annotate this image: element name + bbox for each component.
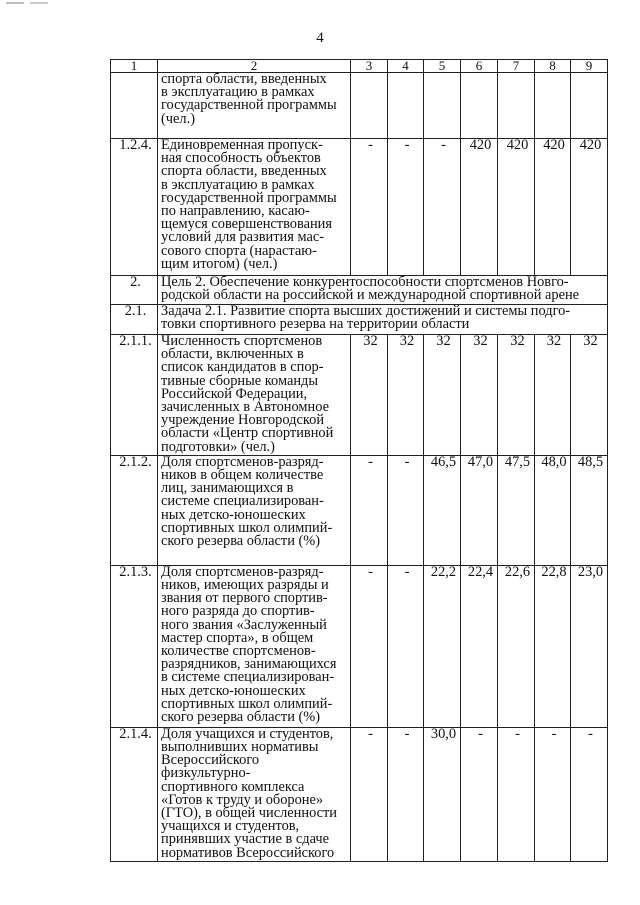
row-number-cell: 2.1.2.	[111, 455, 158, 565]
text-line: принявших участие в сдаче	[161, 831, 330, 848]
scan-artifact	[6, 2, 66, 4]
table-row	[111, 335, 608, 456]
value-cell: 22,6	[498, 565, 535, 727]
text-line: «Готов к труду и обороне»	[161, 791, 324, 808]
text-line: (ГТО), в общей численности	[161, 805, 337, 822]
text-line: сового спорта (нарастаю-	[161, 242, 317, 259]
value-cell: 32	[535, 335, 571, 456]
value-cell: -	[388, 727, 424, 861]
text-line: ных детско-юношеских	[161, 682, 306, 699]
header-cell: 8	[535, 60, 571, 73]
text-line: список кандидатов в спор-	[161, 359, 324, 376]
header-cell: 7	[498, 60, 535, 73]
row-number-cell: 2.1.3.	[111, 565, 158, 727]
value-cell: 420	[571, 139, 608, 276]
indicator-name-cell	[158, 139, 351, 276]
text-line: спорта области, введенных	[161, 71, 327, 87]
value-cell: 23,0	[571, 565, 608, 727]
text-line: ного разряда до спортив-	[161, 603, 315, 620]
text-line: тивные сборные команды	[161, 372, 319, 389]
value-cell: -	[498, 727, 535, 861]
header-cell: 6	[461, 60, 498, 73]
section-title-cell	[158, 305, 608, 335]
indicator-name-cell	[158, 565, 351, 727]
row-number-cell: 2.1.1.	[111, 335, 158, 456]
text-line: щемуся совершенствования	[161, 216, 333, 233]
text-line: разрядников, занимающихся	[161, 656, 337, 673]
text-line: ников, имеющих разряды и	[161, 577, 329, 594]
value-cell: -	[461, 727, 498, 861]
text-line: Доля спортсменов-разряд-	[161, 563, 324, 580]
table-row	[111, 565, 608, 727]
value-cell: -	[388, 455, 424, 565]
text-line: выполнивших нормативы	[161, 739, 319, 756]
table-row	[111, 73, 608, 139]
text-line: в системе специализирован-	[161, 669, 335, 686]
indicator-name-cell	[158, 73, 351, 139]
text-line: лиц, занимающихся в	[161, 480, 294, 497]
value-cell: 22,2	[424, 565, 461, 727]
value-cell: 420	[535, 139, 571, 276]
value-cell: 22,8	[535, 565, 571, 727]
text-line: родской области на российской и международной спортивной арене	[161, 287, 580, 304]
table-row	[111, 727, 608, 861]
text-line: в эксплуатацию в рамках	[161, 84, 315, 101]
indicator-name-cell	[158, 455, 351, 565]
text-line: Численность спортсменов	[161, 333, 323, 349]
indicator-name-cell	[158, 335, 351, 456]
value-cell: 32	[351, 335, 388, 456]
table-row	[111, 276, 608, 305]
value-cell: 32	[461, 335, 498, 456]
text-line: Цель 2. Обеспечение конкурентоспособности спортсменов Новго-	[161, 274, 569, 290]
text-line: государственной программы	[161, 189, 337, 206]
row-number-cell: 1.2.4.	[111, 139, 158, 276]
table-row	[111, 455, 608, 565]
header-cell: 5	[424, 60, 461, 73]
value-cell: 48,0	[535, 455, 571, 565]
indicators-table	[110, 59, 608, 862]
value-cell: 32	[388, 335, 424, 456]
text-line: Доля спортсменов-разряд-	[161, 453, 324, 470]
value-cell	[351, 73, 388, 139]
row-number-cell: 2.1.	[111, 305, 158, 335]
header-cell: 3	[351, 60, 388, 73]
value-cell: 30,0	[424, 727, 461, 861]
text-line: нормативов Всероссийского	[161, 844, 335, 861]
text-line: спортивного комплекса	[161, 778, 305, 795]
table-row	[111, 139, 608, 276]
header-cell: 1	[111, 60, 158, 73]
header-cell: 9	[571, 60, 608, 73]
text-line: звания от первого спортив-	[161, 590, 328, 607]
value-cell	[498, 73, 535, 139]
text-line: Доля учащихся и студентов,	[161, 725, 334, 742]
value-cell: 46,5	[424, 455, 461, 565]
text-line: Задача 2.1. Развитие спорта высших достижений и системы подго-	[161, 303, 571, 319]
page-number: 4	[316, 30, 324, 46]
value-cell: 32	[498, 335, 535, 456]
row-number-cell: 2.	[111, 276, 158, 305]
text-line: ников в общем количестве	[161, 467, 324, 484]
value-cell: 32	[424, 335, 461, 456]
value-cell	[424, 73, 461, 139]
text-line: зачисленных в Автономное	[161, 399, 329, 416]
text-line: системе специализирован-	[161, 493, 324, 510]
text-line: области «Центр спортивной	[161, 425, 334, 442]
text-line: в эксплуатацию в рамках	[161, 176, 315, 193]
value-cell: -	[424, 139, 461, 276]
value-cell: -	[351, 727, 388, 861]
value-cell: -	[388, 565, 424, 727]
text-line: Всероссийского физкультурно-	[161, 752, 260, 782]
text-line: ского резерва области (%)	[161, 709, 321, 726]
row-number-cell: 2.1.4.	[111, 727, 158, 861]
text-line: учреждение Новгородской	[161, 412, 325, 429]
text-line: Единовременная пропуск-	[161, 137, 323, 153]
text-line: мастер спорта», в общем	[161, 629, 314, 646]
text-line: ского резерва области (%)	[161, 533, 321, 550]
text-line: учащихся и студентов,	[161, 818, 300, 835]
value-cell: 420	[461, 139, 498, 276]
text-line: Российской Федерации,	[161, 385, 308, 402]
section-title-cell	[158, 276, 608, 305]
value-cell: -	[351, 139, 388, 276]
header-cell: 4	[388, 60, 424, 73]
text-line: ных детско-юношеских	[161, 506, 306, 523]
value-cell: 22,4	[461, 565, 498, 727]
value-cell	[461, 73, 498, 139]
value-cell: 47,0	[461, 455, 498, 565]
text-line: ного звания «Заслуженный	[161, 616, 327, 633]
text-line: подготовки» (чел.)	[161, 438, 275, 455]
header-cell: 2	[158, 60, 351, 73]
value-cell: -	[388, 139, 424, 276]
value-cell: 48,5	[571, 455, 608, 565]
value-cell	[388, 73, 424, 139]
indicator-name-cell	[158, 727, 351, 861]
text-line: количестве спортсменов-	[161, 643, 316, 660]
value-cell	[571, 73, 608, 139]
text-line: спортивных школ олимпий-	[161, 695, 333, 712]
table-row	[111, 305, 608, 335]
value-cell: -	[351, 455, 388, 565]
text-line: товки спортивного резерва на территории области	[161, 316, 470, 333]
text-line: государственной программы	[161, 97, 337, 114]
row-number-cell	[111, 73, 158, 139]
text-line: спортивных школ олимпий-	[161, 519, 333, 536]
value-cell: 32	[571, 335, 608, 456]
value-cell: 47,5	[498, 455, 535, 565]
value-cell: 420	[498, 139, 535, 276]
text-line: ная способность объектов	[161, 150, 321, 167]
value-cell	[535, 73, 571, 139]
value-cell: -	[351, 565, 388, 727]
text-line: по направлению, касаю-	[161, 203, 310, 220]
text-line: области, включенных в	[161, 346, 304, 363]
value-cell: -	[535, 727, 571, 861]
text-line: условий для развития мас-	[161, 229, 325, 246]
table-body	[111, 60, 608, 862]
text-line: (чел.)	[161, 110, 195, 127]
text-line: спорта области, введенных	[161, 163, 327, 180]
value-cell: -	[571, 727, 608, 861]
text-line: щим итогом) (чел.)	[161, 255, 278, 272]
